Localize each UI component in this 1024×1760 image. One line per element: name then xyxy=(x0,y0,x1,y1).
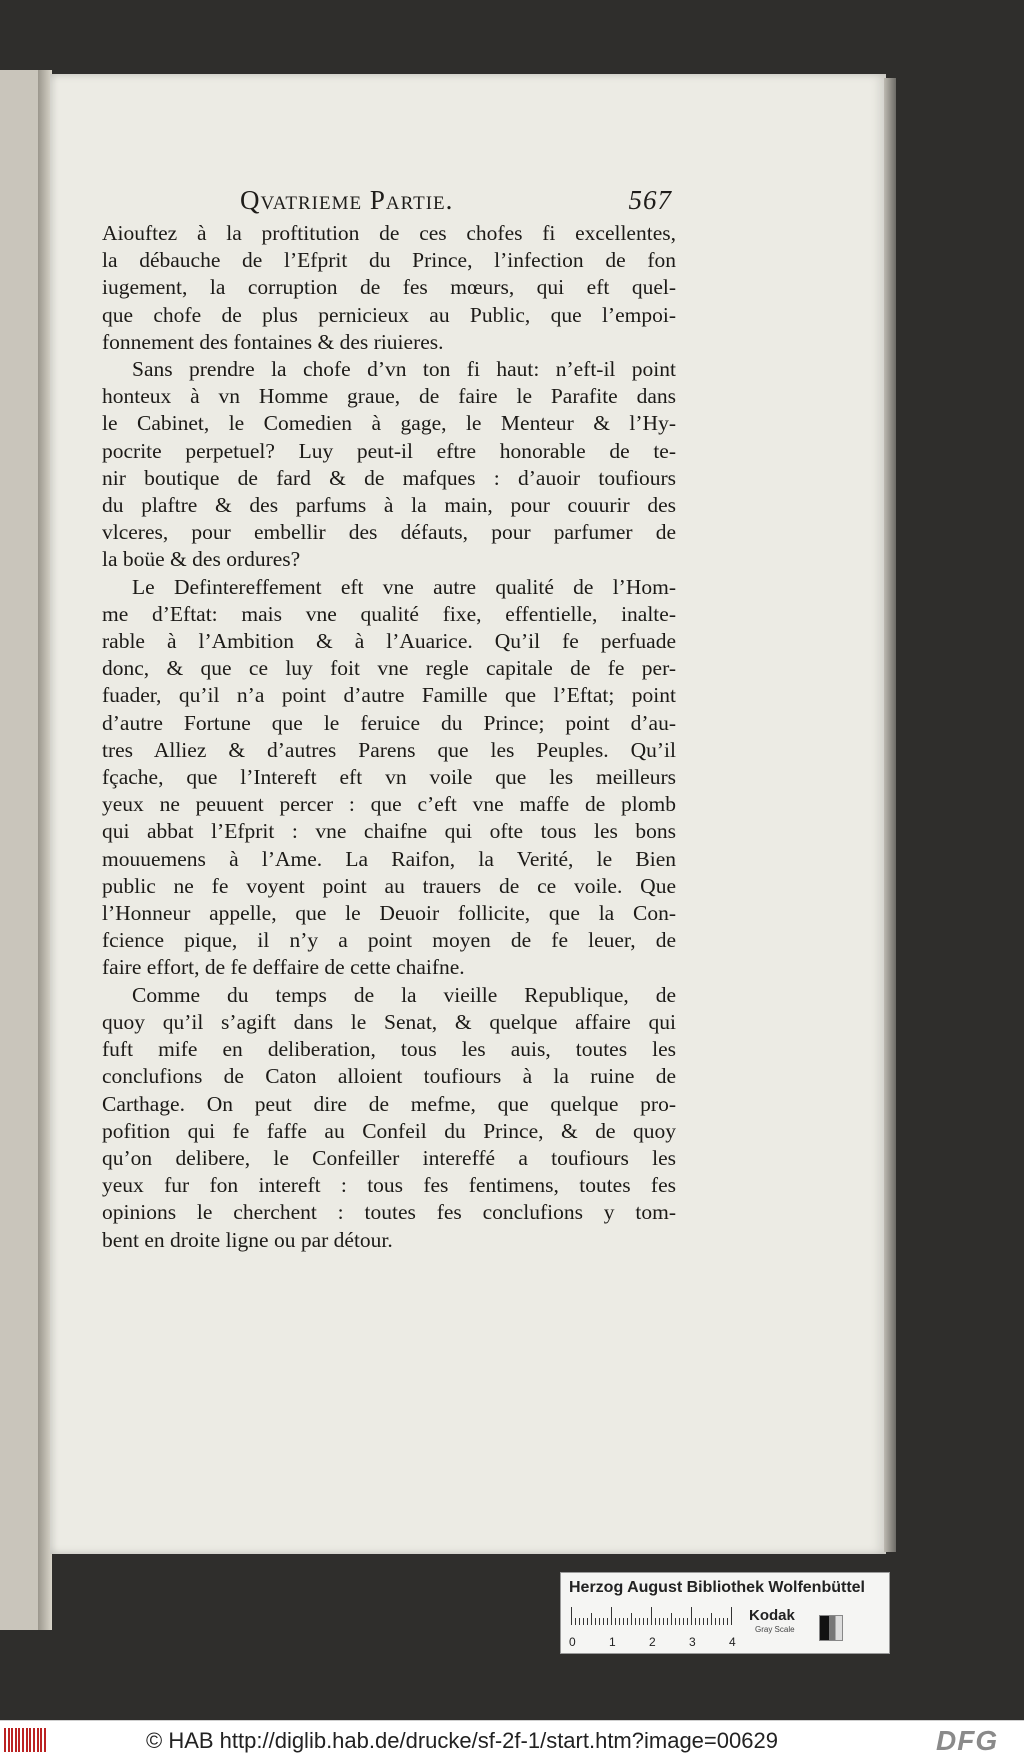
text-line: bent en droite ligne ou par détour. xyxy=(102,1227,393,1252)
ruler-tick xyxy=(591,1613,592,1625)
ruler-number: 0 xyxy=(569,1635,576,1649)
ruler-tick xyxy=(647,1618,648,1625)
text-line: fcience pique, il n’y a point moyen de fe leuer, de xyxy=(102,928,676,953)
text-line: Carthage. On peut dire de mefme, que quelque pro- xyxy=(102,1091,676,1116)
text-line: me d’Eftat: mais vne qualité fixe, effentielle, inalte- xyxy=(102,601,676,626)
text-line: Aiouftez à la proftitution de ces chofes fi excellentes, xyxy=(102,221,676,245)
ruler-tick xyxy=(643,1618,644,1625)
text-line: l’Honneur appelle, que le Deuoir follicite, que la Con- xyxy=(102,901,676,926)
ruler-tick xyxy=(659,1618,660,1625)
ruler-tick xyxy=(719,1618,720,1625)
paragraph xyxy=(102,982,676,1254)
text-line: pocrite perpetuel? Luy peut-il eftre honorable de te- xyxy=(102,438,676,463)
ruler-tick xyxy=(611,1607,612,1625)
ruler-tick xyxy=(671,1613,672,1625)
text-line: qu’on delibere, le Confeiller intereffé a toufiours les xyxy=(102,1145,676,1170)
text-line: qui abbat l’Efprit : vne chaifne qui ofte tous les bons xyxy=(102,819,676,844)
copyright-url[interactable]: © HAB http://diglib.hab.de/drucke/sf-2f-1/start.htm?image=00629 xyxy=(146,1728,778,1753)
page-number: 567 xyxy=(628,185,672,215)
ruler-tick xyxy=(575,1618,576,1625)
page-stack-edge xyxy=(884,78,896,1552)
ruler-tick xyxy=(731,1607,732,1625)
ruler-tick xyxy=(667,1618,668,1625)
library-name: Herzog August Bibliothek Wolfenbüttel xyxy=(569,1579,865,1596)
text-line: la débauche de l’Efprit du Prince, l’infection de fon xyxy=(102,248,676,273)
text-line: rable à l’Ambition & à l’Auarice. Qu’il fe perfuade xyxy=(102,629,676,654)
gray-scale-label: Gray Scale xyxy=(755,1625,795,1634)
dfg-logo: DFG xyxy=(936,1725,999,1756)
ruler-number: 1 xyxy=(609,1635,616,1649)
text-line: conclufions de Caton alloient toufiours à la ruine de xyxy=(102,1064,676,1089)
color-calibration-bar xyxy=(560,1572,890,1654)
ruler-tick xyxy=(571,1607,572,1625)
hab-barcode-icon xyxy=(4,1728,46,1752)
text-line: tres Alliez & d’autres Parens que les Peuples. Qu’il xyxy=(102,737,676,762)
ruler-tick xyxy=(635,1618,636,1625)
text-line: vlceres, pour embellir des défauts, pour parfumer de xyxy=(102,520,676,545)
ruler-tick xyxy=(639,1618,640,1625)
text-line: quoy qu’il s’agift dans le Senat, & quelque affaire qui xyxy=(102,1009,676,1034)
ruler-tick xyxy=(631,1613,632,1625)
text-line: d’autre Fortune que le feruice du Prince; point d’au- xyxy=(102,710,676,735)
ruler-tick xyxy=(603,1618,604,1625)
kodak-brand: Kodak xyxy=(749,1607,795,1624)
text-line: fuader, qu’il n’a point d’autre Famille que l’Eftat; point xyxy=(102,683,676,708)
text-line: fçache, que l’Intereft eft vn voile que les meilleurs xyxy=(102,765,676,790)
text-line: yeux fur fon intereft : tous fes fentimens, toutes fes xyxy=(102,1173,676,1198)
text-line: honteux à vn Homme graue, de faire le Parafite dans xyxy=(102,384,676,409)
ruler-tick xyxy=(715,1618,716,1625)
text-line: Comme du temps de la vieille Republique, de xyxy=(132,982,676,1007)
ruler-tick xyxy=(655,1618,656,1625)
text-line: opinions le cherchent : toutes fes conclufions y tom- xyxy=(102,1200,676,1225)
text-line: public ne fe voyent point au trauers de ce voile. Que xyxy=(102,873,676,898)
ruler-tick xyxy=(627,1618,628,1625)
text-line: le Cabinet, le Comedien à gage, le Menteur & l’Hy- xyxy=(102,411,676,436)
paragraph xyxy=(102,356,676,574)
running-title: Qvatrieme Partie. xyxy=(240,185,454,215)
text-line: iugement, la corruption de fes mœurs, qui eft quel- xyxy=(102,275,676,300)
ruler-number: 4 xyxy=(729,1635,736,1649)
ruler-tick xyxy=(607,1618,608,1625)
scale-ruler xyxy=(571,1605,747,1633)
ruler-number: 3 xyxy=(689,1635,696,1649)
text-line: du plaftre & des parfums à la main, pour couurir des xyxy=(102,493,676,518)
text-line: pofition qui fe faffe au Confeil du Prince, & de quoy xyxy=(102,1118,676,1143)
gray-scale-chip xyxy=(819,1615,843,1641)
ruler-tick xyxy=(663,1618,664,1625)
ruler-tick xyxy=(675,1618,676,1625)
ruler-tick xyxy=(599,1618,600,1625)
ruler-number: 2 xyxy=(649,1635,656,1649)
text-line: nir boutique de fard & de mafques : d’auoir toufiours xyxy=(102,465,676,490)
ruler-tick xyxy=(583,1618,584,1625)
ruler-tick xyxy=(711,1613,712,1625)
page-header xyxy=(240,185,672,225)
text-line: donc, & que ce luy foit vne regle capitale de fe per- xyxy=(102,656,676,681)
ruler-tick xyxy=(579,1618,580,1625)
text-line: yeux ne peuuent percer : que c’eft vne maffe de plomb xyxy=(102,792,676,817)
text-line: faire effort, de fe deffaire de cette chaifne. xyxy=(102,955,465,980)
ruler-tick xyxy=(699,1618,700,1625)
body-text xyxy=(102,220,676,1254)
ruler-tick xyxy=(727,1618,728,1625)
ruler-tick xyxy=(703,1618,704,1625)
ruler-tick xyxy=(695,1618,696,1625)
text-line: fuft mife en deliberation, tous les auis, toutes les xyxy=(102,1037,676,1062)
text-line: Sans prendre la chofe d’vn ton fi haut: n’eft-il point xyxy=(132,357,676,382)
paragraph xyxy=(102,220,676,356)
paragraph xyxy=(102,574,676,982)
text-line: Le Defintereffement eft vne autre qualité de l’Hom- xyxy=(132,574,676,599)
text-line: que chofe de plus pernicieux au Public, que l’empoi- xyxy=(102,302,676,327)
text-line: fonnement des fontaines & des riuieres. xyxy=(102,329,444,354)
ruler-tick xyxy=(691,1607,692,1625)
ruler-tick xyxy=(651,1607,652,1625)
ruler-tick xyxy=(623,1618,624,1625)
ruler-tick xyxy=(595,1618,596,1625)
text-line: mouuemens à l’Ame. La Raifon, la Verité, le Bien xyxy=(102,846,676,871)
viewer-footer xyxy=(0,1720,1024,1760)
ruler-tick xyxy=(687,1618,688,1625)
ruler-tick xyxy=(679,1618,680,1625)
ruler-tick xyxy=(707,1618,708,1625)
ruler-tick xyxy=(587,1618,588,1625)
text-line: la boüe & des ordures? xyxy=(102,547,301,572)
ruler-tick xyxy=(619,1618,620,1625)
ruler-tick xyxy=(615,1618,616,1625)
ruler-tick xyxy=(723,1618,724,1625)
ruler-tick xyxy=(683,1618,684,1625)
